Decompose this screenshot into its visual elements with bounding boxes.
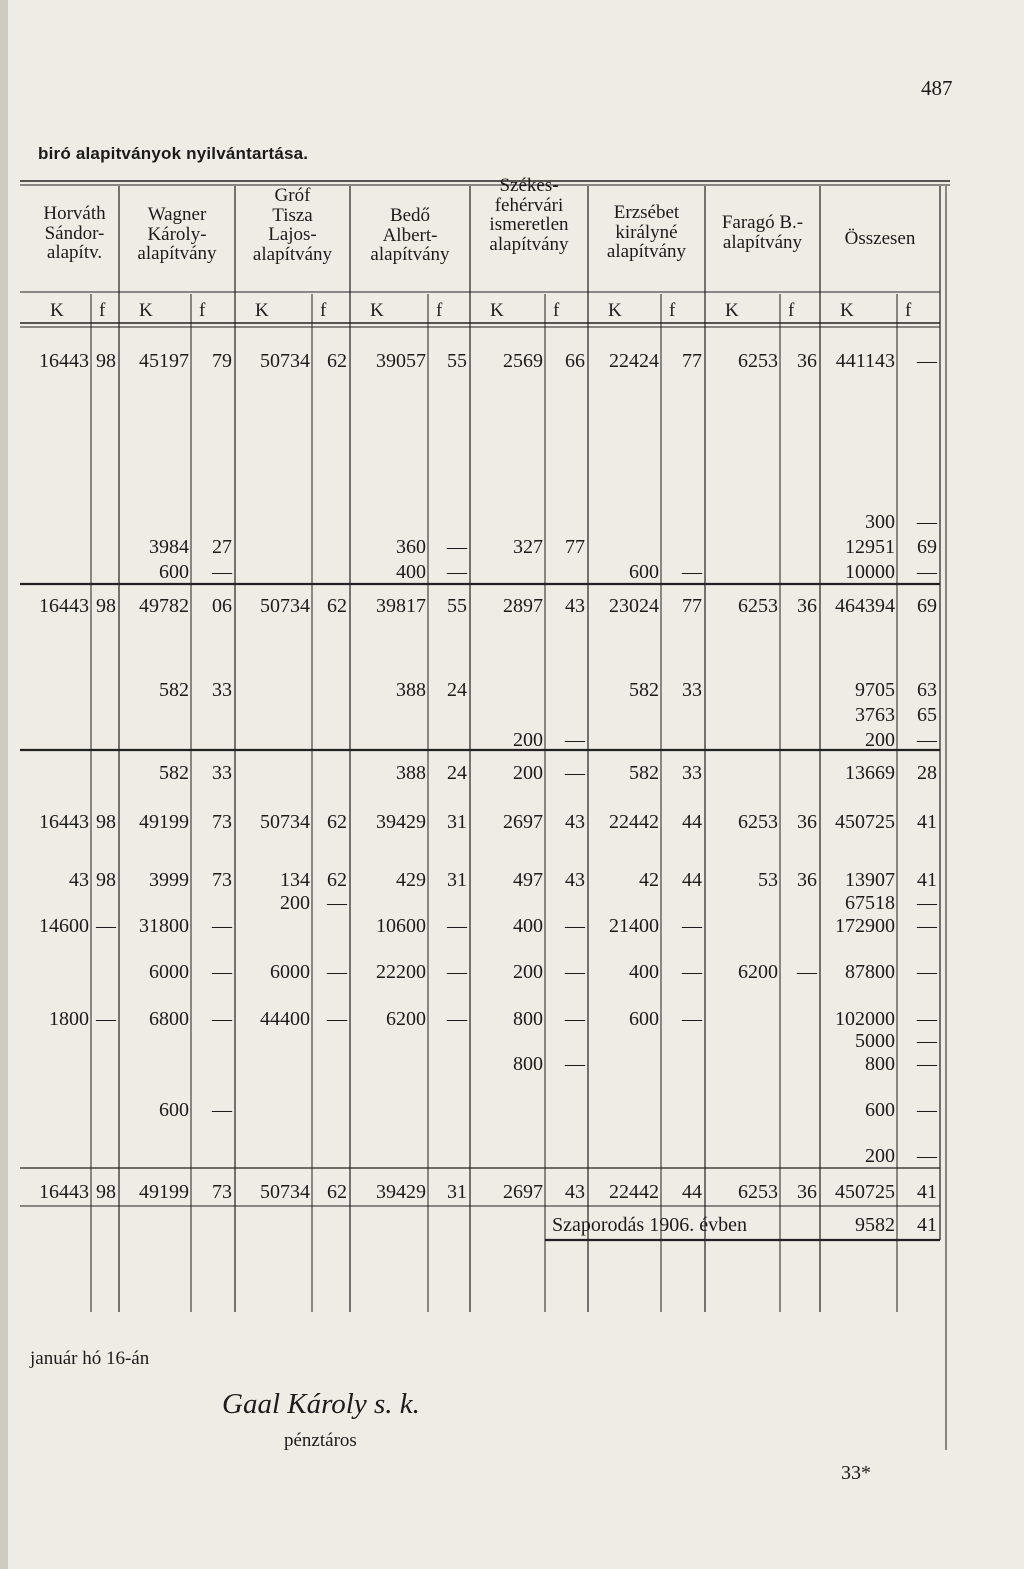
cell-filler: — [212,561,232,583]
cell-koruna: 67518 [845,892,895,914]
cell-koruna: 22442 [609,811,659,833]
cell-filler: — [447,915,467,937]
f-subheader: f [199,300,206,321]
signatory-role: pénztáros [284,1430,357,1451]
cell-filler: 98 [96,350,116,372]
cell-filler: — [212,1008,232,1030]
cell-koruna: 9705 [855,679,895,701]
cell-koruna: 300 [865,511,895,533]
cell-koruna: 39429 [376,811,426,833]
column-header-line: Károly- [147,223,207,245]
cell-filler: 41 [917,811,937,833]
cell-koruna: 6253 [738,1181,778,1203]
cell-koruna: 13669 [845,762,895,784]
cell-koruna: 464394 [835,595,895,617]
column-header-line: Albert- [382,224,438,246]
f-subheader: f [788,300,795,321]
cell-filler: 73 [212,811,232,833]
cell-filler: 44 [682,869,702,891]
cell-filler: 33 [682,679,702,701]
cell-filler: 98 [96,869,116,891]
cell-koruna: 2569 [503,350,543,372]
cell-koruna: 49199 [139,1181,189,1203]
cell-koruna: 1800 [49,1008,89,1030]
cell-filler: — [96,915,116,937]
cell-koruna: 3984 [149,536,189,558]
k-subheader: K [139,300,153,321]
cell-filler: — [917,915,937,937]
cell-koruna: 6000 [149,961,189,983]
cell-filler: 33 [212,679,232,701]
column-header-line: Erzsébet [613,202,680,223]
cell-filler: 98 [96,595,116,617]
cell-koruna: 582 [159,679,189,701]
cell-koruna: 6253 [738,595,778,617]
cell-filler: 77 [682,595,702,617]
cell-koruna: 50734 [260,595,310,617]
cell-filler: 98 [96,811,116,833]
k-subheader: K [608,300,622,321]
f-subheader: f [553,300,560,321]
cell-koruna: 42 [639,869,659,891]
cell-koruna: 31800 [139,915,189,937]
cell-koruna: 600 [629,561,659,583]
cell-filler: 31 [447,1181,467,1203]
k-subheader: K [370,300,384,321]
cell-filler: — [212,961,232,983]
cell-koruna: 6200 [386,1008,426,1030]
cell-filler: — [682,915,702,937]
cell-koruna: 800 [865,1053,895,1075]
f-subheader: f [99,300,106,321]
cell-filler: — [917,350,937,372]
cell-koruna: 16443 [39,1181,89,1203]
cell-filler: — [327,892,347,914]
cell-koruna: 172900 [835,915,895,937]
k-subheader: K [255,300,269,321]
cell-koruna: 12951 [845,536,895,558]
cell-filler: 43 [565,811,585,833]
cell-filler: 41 [917,1181,937,1203]
cell-filler: 31 [447,869,467,891]
footer-date: január hó 16-án [30,1348,150,1369]
cell-filler: — [447,536,467,558]
cell-koruna: 23024 [609,595,659,617]
cell-filler: 24 [447,679,467,701]
cell-filler: — [212,915,232,937]
cell-filler: — [917,1053,937,1075]
cell-koruna: 45197 [139,350,189,372]
cell-koruna: 600 [629,1008,659,1030]
column-header-line: Sándor- [44,222,105,244]
column-header-line: Tisza [272,204,313,226]
k-subheader: K [490,300,504,321]
k-subheader: K [840,300,854,321]
cell-filler: — [565,729,585,751]
cell-koruna: 600 [159,1099,189,1121]
document-heading: biró alapitványok nyilvántartása. [38,144,309,163]
cell-filler: — [327,961,347,983]
cell-koruna: 3999 [149,869,189,891]
cell-filler: 73 [212,1181,232,1203]
cell-koruna: 800 [513,1008,543,1030]
cell-koruna: 600 [865,1099,895,1121]
cell-filler: — [917,961,937,983]
cell-koruna: 87800 [845,961,895,983]
cell-filler: — [565,762,585,784]
cell-filler: — [682,1008,702,1030]
cell-koruna: 16443 [39,811,89,833]
column-header-line: alapítvány [252,243,333,265]
column-header-line: Faragó B.- [721,212,804,233]
k-subheader: K [50,300,64,321]
cell-filler: 43 [565,595,585,617]
cell-koruna: 49782 [139,595,189,617]
cell-koruna: 10000 [845,561,895,583]
cell-filler: — [447,961,467,983]
column-header-line: királyné [615,221,678,243]
cell-koruna: 43 [69,869,89,891]
cell-filler: 43 [565,1181,585,1203]
cell-koruna: 200 [513,762,543,784]
cell-koruna: 13907 [845,869,895,891]
cell-koruna: 53 [758,869,778,891]
cell-filler: — [96,1008,116,1030]
cell-filler: 33 [682,762,702,784]
cell-koruna: 429 [396,869,426,891]
cell-filler: — [447,1008,467,1030]
cell-koruna: 2897 [503,595,543,617]
f-subheader: f [320,300,327,321]
cell-koruna: 16443 [39,350,89,372]
cell-koruna: 582 [629,762,659,784]
cell-koruna: 22200 [376,961,426,983]
cell-filler: 06 [212,595,232,617]
cell-koruna: 400 [629,961,659,983]
cell-koruna: 3763 [855,704,895,726]
cell-filler: 77 [565,536,585,558]
cell-filler: 77 [682,350,702,372]
cell-koruna: 16443 [39,595,89,617]
column-header-line: Lajos- [268,224,317,245]
cell-filler: 36 [797,869,817,891]
cell-koruna: 450725 [835,1181,895,1203]
growth-label: Szaporodás 1906. évben [552,1214,747,1236]
cell-filler: 33 [212,762,232,784]
cell-filler: 55 [447,350,467,372]
cell-koruna: 22442 [609,1181,659,1203]
cell-koruna: 400 [396,561,426,583]
cell-filler: 69 [917,536,937,558]
column-header-line: alapítv. [46,242,103,263]
cell-filler: 65 [917,704,937,726]
cell-filler: 62 [327,350,347,372]
cell-koruna: 39057 [376,350,426,372]
page-number: 487 [921,76,953,100]
cell-koruna: 200 [865,729,895,751]
column-header-line: ismeretlen [489,214,569,235]
cell-koruna: 200 [280,892,310,914]
cell-filler: 36 [797,595,817,617]
cell-filler: 36 [797,350,817,372]
cell-koruna: 10600 [376,915,426,937]
cell-koruna: 39429 [376,1181,426,1203]
cell-filler: 66 [565,350,585,372]
cell-filler: — [797,961,817,983]
cell-koruna: 21400 [609,915,659,937]
cell-filler: 27 [212,536,232,558]
f-subheader: f [905,300,912,321]
cell-koruna: 497 [513,869,543,891]
cell-filler: 31 [447,811,467,833]
cell-filler: — [565,961,585,983]
cell-filler: 73 [212,869,232,891]
cell-filler: — [917,1008,937,1030]
cell-koruna: 134 [280,869,310,891]
cell-koruna: 6253 [738,811,778,833]
cell-koruna: 49199 [139,811,189,833]
column-header-line: Wagner [147,204,207,225]
cell-filler: 36 [797,1181,817,1203]
cell-koruna: 582 [629,679,659,701]
cell-filler: — [327,1008,347,1030]
cell-koruna: 388 [396,679,426,701]
growth-filler: 41 [917,1214,937,1236]
column-header-line: alapítvány [370,244,450,265]
signature: Gaal Károly s. k. [222,1388,420,1420]
cell-koruna: 102000 [835,1008,895,1030]
cell-koruna: 200 [865,1145,895,1167]
cell-filler: — [565,915,585,937]
cell-filler: 69 [917,595,937,617]
column-header-line: Székes- [499,175,559,196]
cell-koruna: 327 [513,536,543,558]
cell-filler: — [917,511,937,533]
cell-filler: 36 [797,811,817,833]
column-header-line: alapítvány [489,233,569,255]
cell-filler: 55 [447,595,467,617]
cell-koruna: 6000 [270,961,310,983]
cell-koruna: 44400 [260,1008,310,1030]
cell-koruna: 6200 [738,961,778,983]
cell-filler: — [682,561,702,583]
cell-filler: 44 [682,811,702,833]
cell-filler: — [565,1053,585,1075]
cell-filler: — [682,961,702,983]
f-subheader: f [436,300,443,321]
cell-koruna: 39817 [376,595,426,617]
cell-koruna: 600 [159,561,189,583]
column-header-line: Horváth [43,203,106,224]
cell-filler: 62 [327,869,347,891]
cell-filler: — [917,561,937,583]
cell-koruna: 22424 [609,350,659,372]
cell-filler: 62 [327,1181,347,1203]
column-header-line: fehérvári [494,194,564,216]
k-subheader: K [725,300,739,321]
cell-koruna: 388 [396,762,426,784]
sheet-number: 33* [841,1462,871,1484]
cell-koruna: 800 [513,1053,543,1075]
cell-filler: — [565,1008,585,1030]
cell-koruna: 14600 [39,915,89,937]
column-header-line: alapítvány [606,241,687,262]
cell-filler: — [917,1030,937,1052]
cell-koruna: 6253 [738,350,778,372]
cell-koruna: 6800 [149,1008,189,1030]
cell-filler: 62 [327,595,347,617]
cell-filler: 44 [682,1181,702,1203]
cell-filler: 98 [96,1181,116,1203]
cell-koruna: 200 [513,729,543,751]
cell-filler: — [917,1145,937,1167]
growth-koruna: 9582 [855,1214,895,1236]
cell-filler: 63 [917,679,937,701]
cell-filler: — [212,1099,232,1121]
f-subheader: f [669,300,676,321]
cell-filler: — [917,892,937,914]
cell-filler: — [917,729,937,751]
cell-filler: — [447,561,467,583]
cell-filler: 62 [327,811,347,833]
cell-koruna: 400 [513,915,543,937]
column-header-line: Összesen [844,228,916,249]
cell-koruna: 360 [396,536,426,558]
cell-koruna: 50734 [260,350,310,372]
cell-koruna: 2697 [503,1181,543,1203]
cell-koruna: 582 [159,762,189,784]
cell-filler: — [917,1099,937,1121]
cell-filler: 28 [917,762,937,784]
cell-filler: 24 [447,762,467,784]
cell-filler: 43 [565,869,585,891]
column-header-line: Bedő [389,205,431,226]
cell-koruna: 200 [513,961,543,983]
cell-koruna: 50734 [260,811,310,833]
column-header-line: Gróf [274,185,311,206]
cell-koruna: 50734 [260,1181,310,1203]
column-header-line: alapítvány [137,243,217,264]
cell-koruna: 2697 [503,811,543,833]
cell-koruna: 441143 [835,350,895,372]
cell-filler: 79 [212,350,232,372]
cell-koruna: 450725 [835,811,895,833]
column-header-line: alapítvány [722,231,803,253]
cell-filler: 41 [917,869,937,891]
cell-koruna: 5000 [855,1030,895,1052]
